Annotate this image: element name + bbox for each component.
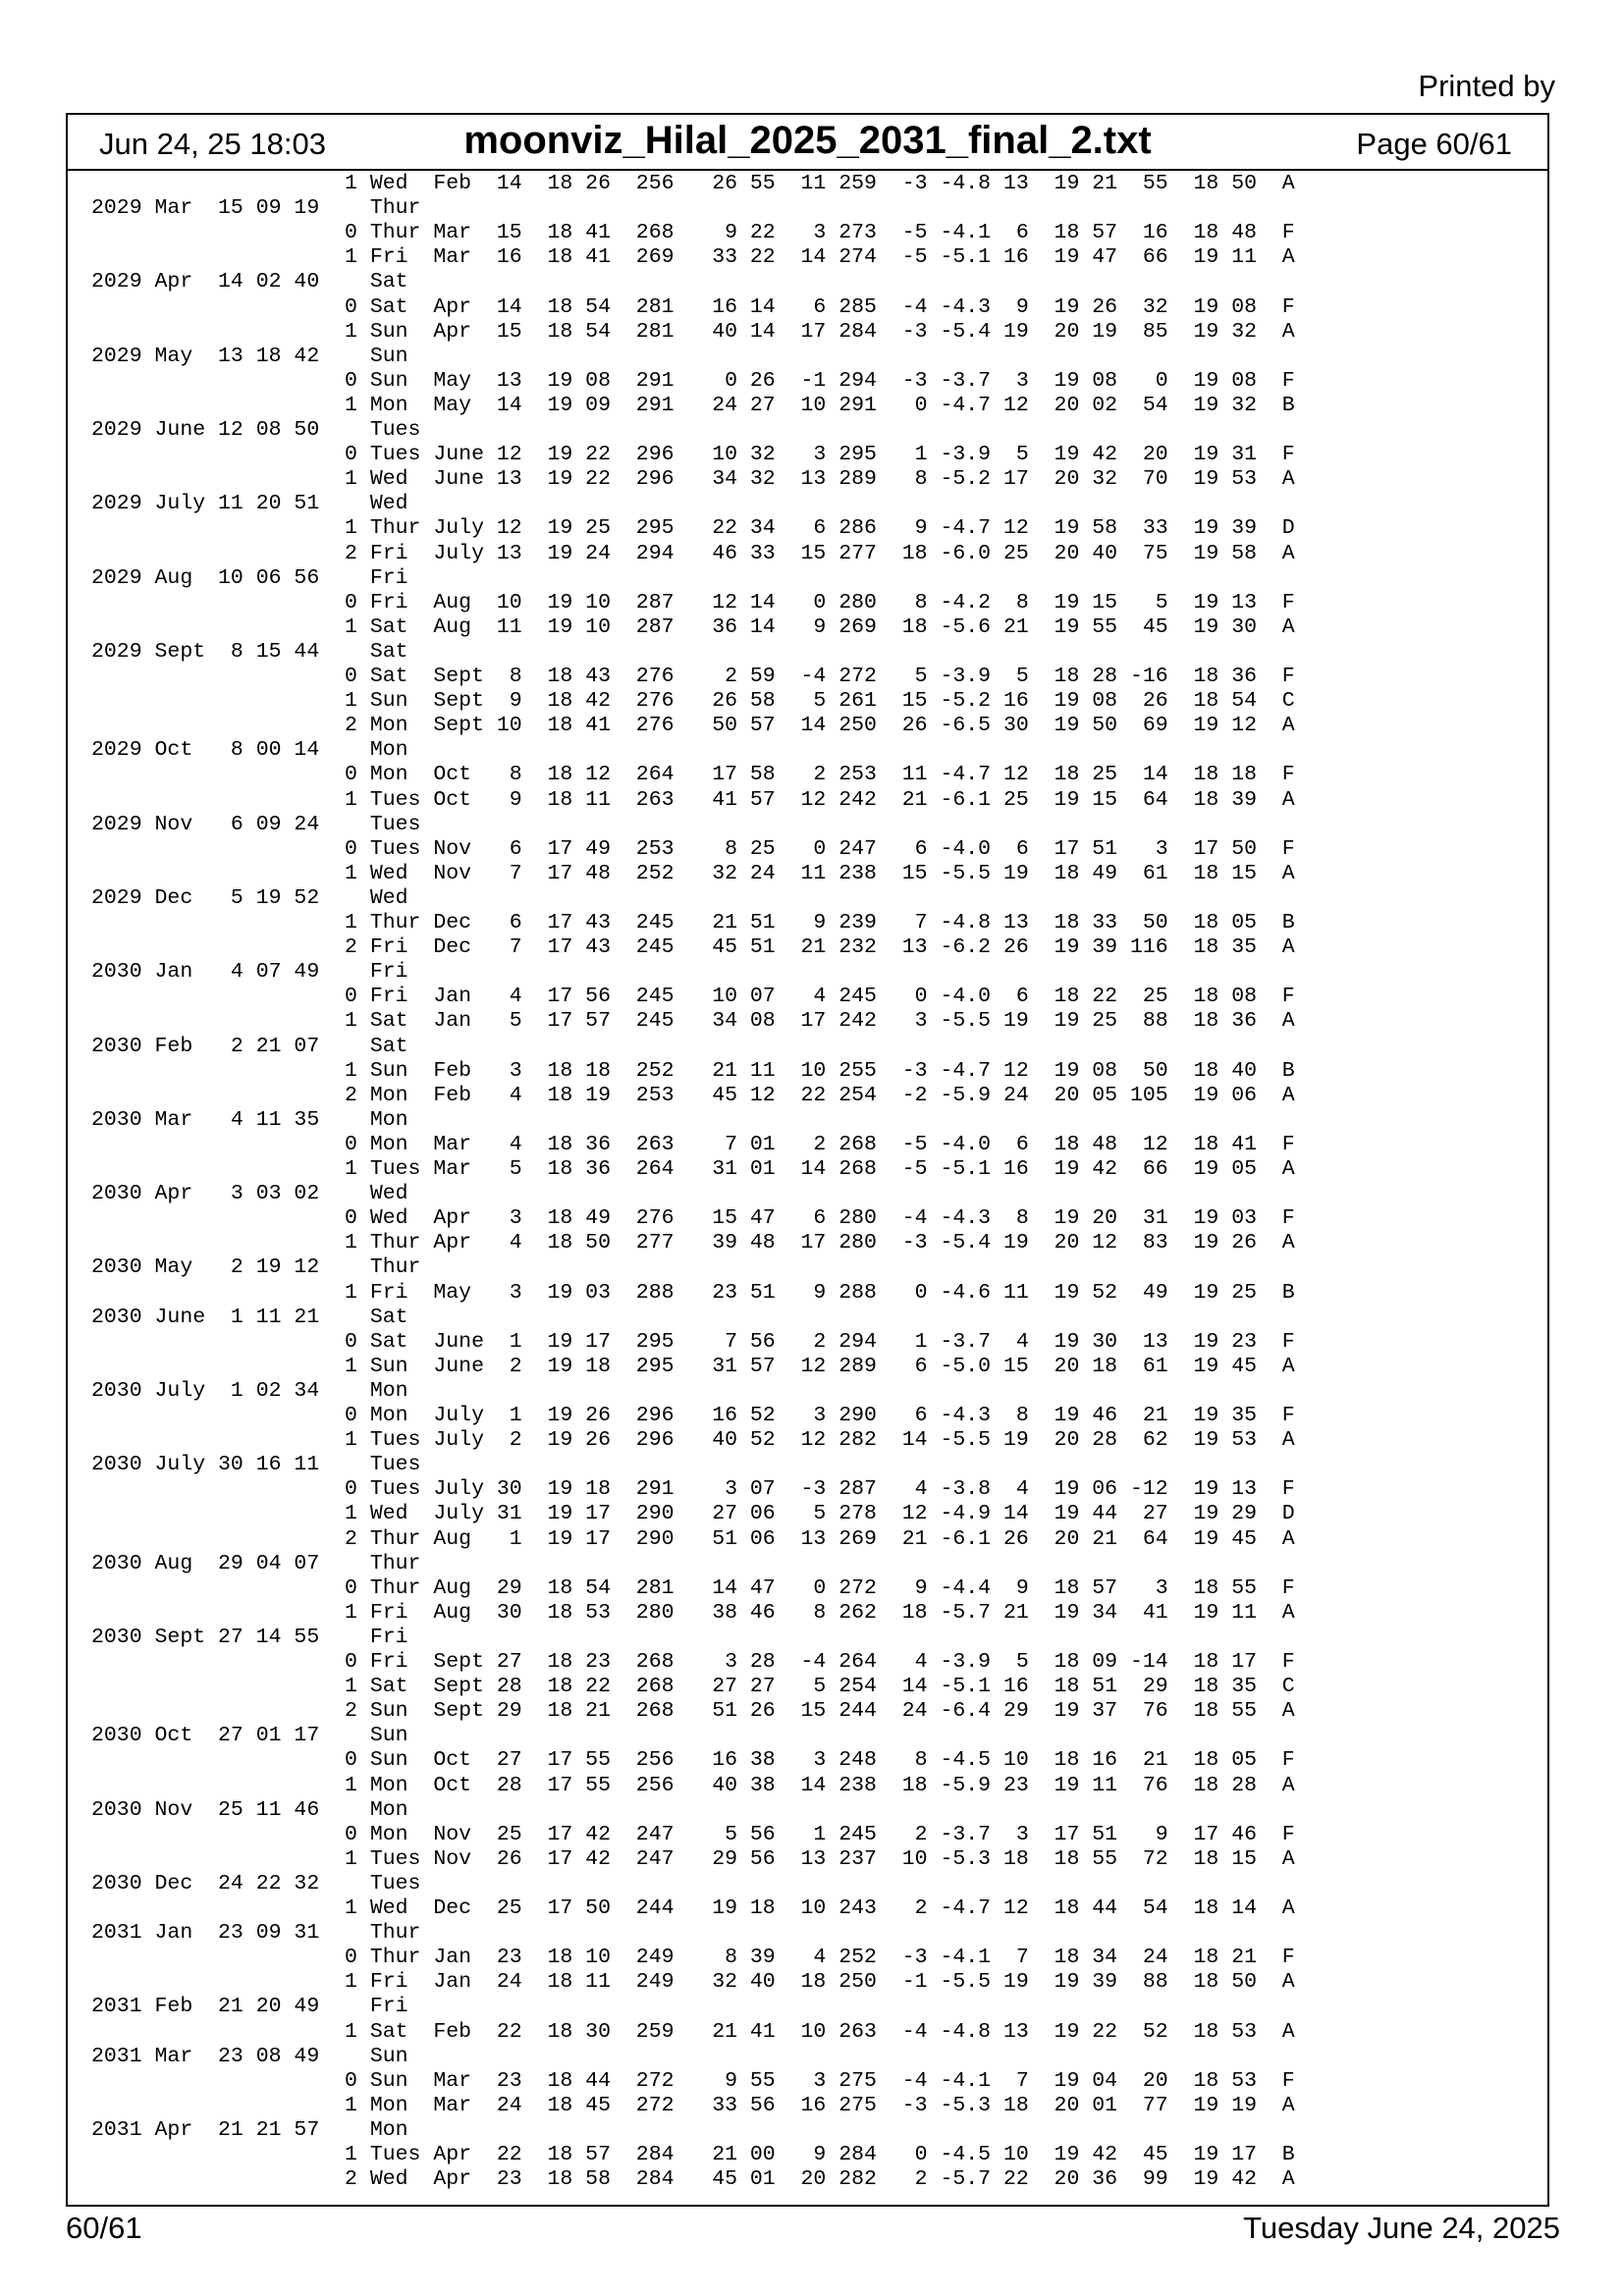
text-line: 1 Sun Sept 9 18 42 276 26 58 5 261 15 -5.2 16 19 08 26 18 54 C — [91, 689, 1295, 714]
text-line: 1 Mon Oct 28 17 55 256 40 38 14 238 18 -5.9 23 19 11 76 18 28 A — [91, 1773, 1295, 1797]
text-line: 0 Sun Oct 27 17 55 256 16 38 3 248 8 -4.5 10 18 16 21 18 05 F — [91, 1748, 1295, 1773]
text-line: 0 Mon Nov 25 17 42 247 5 56 1 245 2 -3.7 3 17 51 9 17 46 F — [91, 1822, 1295, 1846]
text-line: 2030 June 1 11 21 Sat — [91, 1305, 408, 1329]
text-line: 2030 Jan 4 07 49 Fri — [91, 960, 408, 985]
text-line: 2 Fri Dec 7 17 43 245 45 51 21 232 13 -6.2 26 19 39 116 18 35 A — [91, 935, 1295, 960]
text-line: 1 Tues Mar 5 18 36 264 31 01 14 268 -5 -5.1 16 19 42 66 19 05 A — [91, 1157, 1295, 1181]
footer-date: Tuesday June 24, 2025 — [1243, 2211, 1560, 2245]
printed-by: Printed by — [1418, 69, 1555, 103]
text-line: 1 Tues Oct 9 18 11 263 41 57 12 242 21 -6.1 25 19 15 64 18 39 A — [91, 787, 1295, 812]
text-line: 2030 Aug 29 04 07 Thur — [91, 1551, 421, 1575]
text-line: 2031 Feb 21 20 49 Fri — [91, 1995, 408, 2019]
text-line: 1 Thur Dec 6 17 43 245 21 51 9 239 7 -4.8 13 18 33 50 18 05 B — [91, 911, 1295, 934]
text-line: 1 Sun June 2 19 18 295 31 57 12 289 6 -5.0 15 20 18 61 19 45 A — [91, 1354, 1295, 1378]
text-line: 0 Sun Mar 23 18 44 272 9 55 3 275 -4 -4.1 7 19 04 20 18 53 F — [91, 2068, 1295, 2093]
text-line: 1 Mon Mar 24 18 45 272 33 56 16 275 -3 -5.3 18 20 01 77 19 19 A — [91, 2093, 1295, 2117]
text-line: 1 Wed Dec 25 17 50 244 19 18 10 243 2 -4.7 12 18 44 54 18 14 A — [91, 1896, 1295, 1920]
text-line: 0 Fri Jan 4 17 56 245 10 07 4 245 0 -4.0 6 18 22 25 18 08 F — [91, 985, 1295, 1009]
text-line: 1 Sat Jan 5 17 57 245 34 08 17 242 3 -5.5 19 19 25 88 18 36 A — [91, 1009, 1295, 1034]
text-line: 1 Fri May 3 19 03 288 23 51 9 288 0 -4.6 11 19 52 49 19 25 B — [91, 1280, 1295, 1305]
text-line: 1 Thur July 12 19 25 295 22 34 6 286 9 -4.7 12 19 58 33 19 39 D — [91, 516, 1295, 541]
text-line: 2029 Aug 10 06 56 Fri — [91, 565, 408, 590]
text-line: 0 Mon Oct 8 18 12 264 17 58 2 253 11 -4.7 12 18 25 14 18 18 F — [91, 763, 1295, 787]
text-line: 2029 Oct 8 00 14 Mon — [91, 738, 408, 763]
text-line: 2 Mon Sept 10 18 41 276 50 57 14 250 26 -6.5 30 19 50 69 19 12 A — [91, 714, 1295, 738]
text-line: 2029 Dec 5 19 52 Wed — [91, 885, 408, 910]
text-line: 2 Thur Aug 1 19 17 290 51 06 13 269 21 -6.1 26 20 21 64 19 45 A — [91, 1526, 1295, 1551]
text-line: 1 Wed June 13 19 22 296 34 32 13 289 8 -5.2 17 20 32 70 19 53 A — [91, 467, 1295, 492]
text-line: 2 Mon Feb 4 18 19 253 45 12 22 254 -2 -5.9 24 20 05 105 19 06 A — [91, 1083, 1295, 1107]
text-line: 1 Sat Aug 11 19 10 287 36 14 9 269 18 -5.6 21 19 55 45 19 30 A — [91, 614, 1295, 639]
text-line: 2 Fri July 13 19 24 294 46 33 15 277 18 -6.0 25 20 40 75 19 58 A — [91, 541, 1295, 565]
text-line: 0 Fri Aug 10 19 10 287 12 14 0 280 8 -4.2 8 19 15 5 19 13 F — [91, 590, 1295, 614]
text-line: 2030 Oct 27 01 17 Sun — [91, 1724, 408, 1748]
text-line: 0 Sat Sept 8 18 43 276 2 59 -4 272 5 -3.9 5 18 28 -16 18 36 F — [91, 665, 1295, 688]
footer-page-count: 60/61 — [66, 2211, 142, 2245]
text-line: 2030 July 1 02 34 Mon — [91, 1378, 408, 1403]
text-line: 1 Thur Apr 4 18 50 277 39 48 17 280 -3 -5.4 19 20 12 83 19 26 A — [91, 1231, 1295, 1255]
text-line: 0 Sat June 1 19 17 295 7 56 2 294 1 -3.7 4 19 30 13 19 23 F — [91, 1329, 1295, 1354]
text-line: 0 Tues July 30 19 18 291 3 07 -3 287 4 -3.8 4 19 06 -12 19 13 F — [91, 1477, 1295, 1502]
text-line: 2029 June 12 08 50 Tues — [91, 418, 421, 442]
text-line: 2029 Nov 6 09 24 Tues — [91, 812, 421, 836]
text-line: 0 Tues June 12 19 22 296 10 32 3 295 1 -3.9 5 19 42 20 19 31 F — [91, 443, 1295, 467]
text-line: 1 Tues Nov 26 17 42 247 29 56 13 237 10 -5.3 18 18 55 72 18 15 A — [91, 1846, 1295, 1871]
text-line: 1 Sun Feb 3 18 18 252 21 11 10 255 -3 -4.7 12 19 08 50 18 40 B — [91, 1058, 1295, 1083]
text-line: 2029 Sept 8 15 44 Sat — [91, 639, 408, 664]
text-line: 0 Thur Jan 23 18 10 249 8 39 4 252 -3 -4.1 7 18 34 24 18 21 F — [91, 1946, 1295, 1970]
text-line: 0 Thur Mar 15 18 41 268 9 22 3 273 -5 -4.1 6 18 57 16 18 48 F — [91, 221, 1295, 245]
text-line: 2030 Nov 25 11 46 Mon — [91, 1797, 408, 1822]
text-line: 1 Fri Aug 30 18 53 280 38 46 8 262 18 -5.7 21 19 34 41 19 11 A — [91, 1600, 1295, 1625]
text-line: 1 Tues July 2 19 26 296 40 52 12 282 14 -5.5 19 20 28 62 19 53 A — [91, 1428, 1295, 1453]
text-line: 2031 Jan 23 09 31 Thur — [91, 1921, 421, 1946]
page-frame — [66, 113, 1549, 2207]
text-line: 0 Mon Mar 4 18 36 263 7 01 2 268 -5 -4.0 6 18 48 12 18 41 F — [91, 1132, 1295, 1156]
text-line: 2029 Mar 15 09 19 Thur — [91, 196, 421, 221]
text-line: 2030 May 2 19 12 Thur — [91, 1255, 421, 1280]
text-line: 0 Thur Aug 29 18 54 281 14 47 0 272 9 -4.4 9 18 57 3 18 55 F — [91, 1575, 1295, 1600]
text-line: 2030 Mar 4 11 35 Mon — [91, 1107, 408, 1132]
text-line: 2031 Mar 23 08 49 Sun — [91, 2044, 408, 2068]
text-line: 2029 May 13 18 42 Sun — [91, 344, 408, 368]
text-line: 1 Wed July 31 19 17 290 27 06 5 278 12 -4.9 14 19 44 27 19 29 D — [91, 1502, 1295, 1526]
file-name: moonviz_Hilal_2025_2031_final_2.txt — [463, 119, 1152, 162]
text-line: 2030 Dec 24 22 32 Tues — [91, 1871, 421, 1896]
text-line: 2030 July 30 16 11 Tues — [91, 1453, 421, 1477]
text-line: 0 Sat Apr 14 18 54 281 16 14 6 285 -4 -4.3 9 19 26 32 19 08 F — [91, 294, 1295, 319]
text-line: 1 Sat Feb 22 18 30 259 21 41 10 263 -4 -4.8 13 19 22 52 18 53 A — [91, 2019, 1295, 2044]
text-line: 2030 Apr 3 03 02 Wed — [91, 1182, 408, 1206]
page-number: Page 60/61 — [1356, 127, 1512, 161]
text-line: 2031 Apr 21 21 57 Mon — [91, 2117, 408, 2142]
text-line: 2030 Feb 2 21 07 Sat — [91, 1034, 408, 1058]
text-line: 1 Mon May 14 19 09 291 24 27 10 291 0 -4.7 12 20 02 54 19 32 B — [91, 393, 1295, 417]
text-line: 0 Wed Apr 3 18 49 276 15 47 6 280 -4 -4.3 8 19 20 31 19 03 F — [91, 1206, 1295, 1231]
text-line: 1 Wed Nov 7 17 48 252 32 24 11 238 15 -5.5 19 18 49 61 18 15 A — [91, 861, 1295, 885]
text-line: 2 Wed Apr 23 18 58 284 45 01 20 282 2 -5.7 22 20 36 99 19 42 A — [91, 2167, 1295, 2192]
text-line: 0 Tues Nov 6 17 49 253 8 25 0 247 6 -4.0 6 17 51 3 17 50 F — [91, 836, 1295, 861]
text-line: 1 Sat Sept 28 18 22 268 27 27 5 254 14 -5.1 16 18 51 29 18 35 C — [91, 1675, 1295, 1699]
text-line: 0 Sun May 13 19 08 291 0 26 -1 294 -3 -3.7 3 19 08 0 19 08 F — [91, 368, 1295, 393]
print-date: Jun 24, 25 18:03 — [99, 127, 326, 161]
text-line: 0 Fri Sept 27 18 23 268 3 28 -4 264 4 -3.9 5 18 09 -14 18 17 F — [91, 1650, 1295, 1674]
text-line: 1 Fri Mar 16 18 41 269 33 22 14 274 -5 -5.1 16 19 47 66 19 11 A — [91, 245, 1295, 270]
text-line: 1 Wed Feb 14 18 26 256 26 55 11 259 -3 -4.8 13 19 21 55 18 50 A — [91, 172, 1295, 195]
text-line: 2029 July 11 20 51 Wed — [91, 492, 408, 516]
page-header — [68, 115, 1547, 171]
text-line: 2 Sun Sept 29 18 21 268 51 26 15 244 24 -6.4 29 19 37 76 18 55 A — [91, 1699, 1295, 1724]
text-line: 0 Mon July 1 19 26 296 16 52 3 290 6 -4.3 8 19 46 21 19 35 F — [91, 1404, 1295, 1427]
text-line: 1 Sun Apr 15 18 54 281 40 14 17 284 -3 -5.4 19 20 19 85 19 32 A — [91, 319, 1295, 344]
text-line: 2030 Sept 27 14 55 Fri — [91, 1625, 408, 1649]
text-line: 1 Tues Apr 22 18 57 284 21 00 9 284 0 -4.5 10 19 42 45 19 17 B — [91, 2143, 1295, 2166]
text-line: 2029 Apr 14 02 40 Sat — [91, 270, 408, 294]
text-line: 1 Fri Jan 24 18 11 249 32 40 18 250 -1 -5.5 19 19 39 88 18 50 A — [91, 1970, 1295, 1995]
